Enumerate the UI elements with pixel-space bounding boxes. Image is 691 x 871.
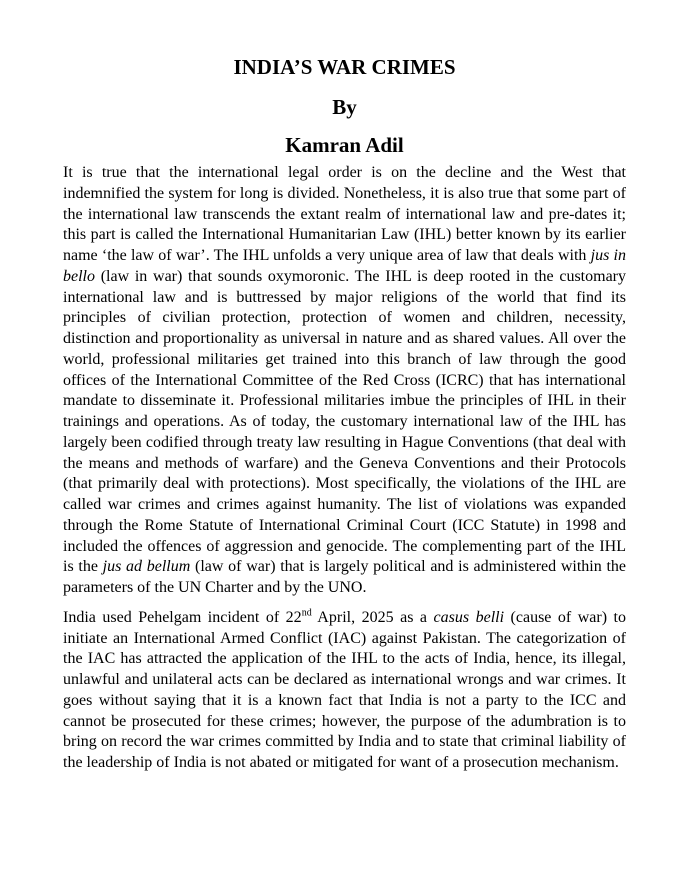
paragraph-1-italic-2: jus ad bellum (102, 558, 191, 576)
paragraph-2 (63, 608, 626, 774)
document-title: INDIA’S WAR CRIMES (233, 55, 456, 79)
paragraph-2-text-2: April, 2025 as a (311, 608, 434, 626)
paragraph-2-italic-1: casus belli (433, 608, 505, 626)
paragraph-1 (63, 163, 626, 599)
byline: By (332, 95, 357, 119)
paragraph-1-italic-1: jus in bello (63, 247, 626, 285)
paragraph-2-superscript: nd (301, 607, 312, 619)
paragraph-1-text-3: (law of war) that is largely political and is administered within the parameters of the UN Charter and by the UNO. (63, 558, 627, 596)
paragraph-1-text-2: (law in war) that sounds oxymoronic. The IHL is deep rooted in the customary international law and is buttressed by major religions of the world that find its principles of civilian protection, protection of women and children, necessity, distinction and proportionality as universal in nature and as shared values. All over the world, professional militaries get trained into this branch of law through the good offices of the International Committee of the Red Cross (ICRC) that has international mandate to disseminate it. Professional militaries imbue the principles of IHL in their trainings and operations. As of today, the customary international law of the IHL has largely been codified through treaty law resulting in Hague Conventions (that deal with the means and methods of warfare) and the Geneva Conventions and their Protocols (that primarily deal with protections). Most specifically, the violations of the IHL are called war crimes and crimes against humanity. The list of violations was expanded through the Rome Statute of International Criminal Court (ICC Statute) in 1998 and included the offences of aggression and genocide. The complementing part of the IHL is the (63, 267, 626, 576)
document-page (63, 55, 626, 774)
paragraph-2-text-1: India used Pehelgam incident of 22 (63, 608, 302, 626)
paragraph-1-text-1: It is true that the international legal order is on the decline and the West that indemnified the system for long is divided. Nonetheless, it is also true that some part of the international law transcends the extant realm of international law and pre-dates it; this part is called the International Humanitarian Law (IHL) better known by its earlier name ‘the law of war’. The IHL unfolds a very unique area of law that deals with (63, 164, 626, 264)
paragraph-2-text-3: (cause of war) to initiate an International Armed Conflict (IAC) against Pakistan. The categorization of the IAC has attracted the application of the IHL to the acts of India, hence, its illegal, unlawful and unilateral acts can be declared as international wrongs and war crimes. It goes without saying that it is a known fact that India is not a party to the ICC and cannot be prosecuted for these crimes; however, the purpose of the adumbration is to bring on record the war crimes committed by India and to state that criminal liability of the leadership of India is not abated or mitigated for want of a prosecution mechanism. (63, 608, 626, 771)
author-name: Kamran Adil (285, 133, 404, 157)
